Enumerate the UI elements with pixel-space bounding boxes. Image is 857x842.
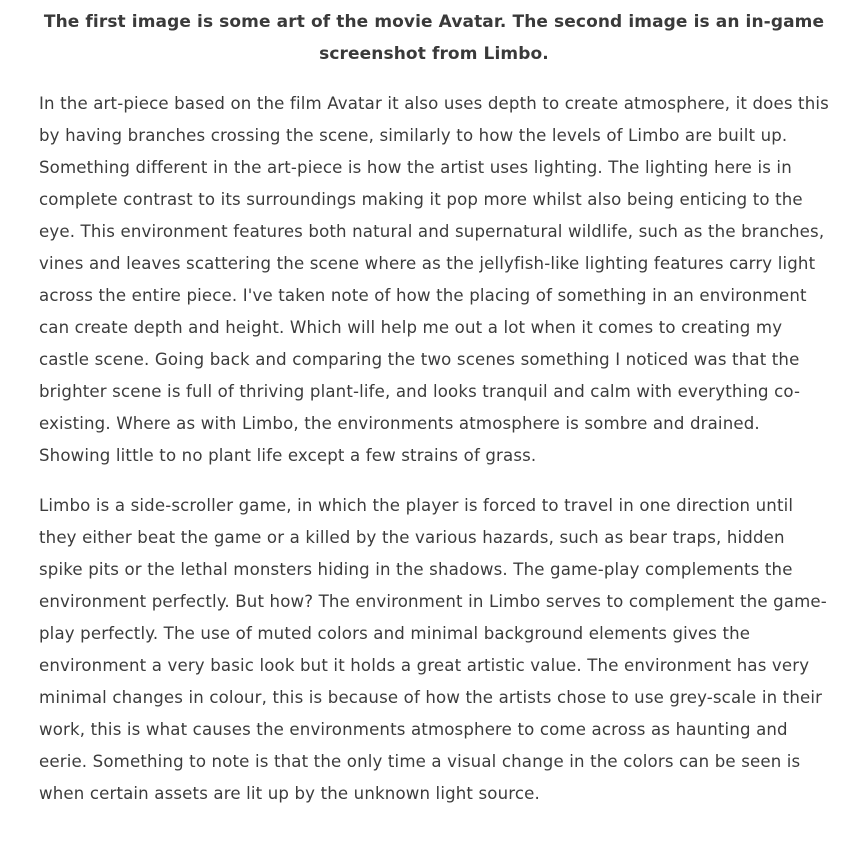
article-body bbox=[39, 6, 829, 810]
image-caption: The first image is some art of the movie Avatar. The second image is an in-game screenshot from Limbo. bbox=[43, 12, 825, 64]
paragraph-avatar-comparison: In the art-piece based on the film Avatar it also uses depth to create atmosphere, it does this by having branches crossing the scene, similarly to how the levels of Limbo are built up. Something different in the art-piece is how the artist uses lighting. The lighting here is in complete contrast to its surroundings making it pop more whilst also being enticing to the eye. This environment features both natural and supernatural wildlife, such as the branches, vines and leaves scattering the scene where as the jellyfish-like lighting features carry light across the entire piece. I've taken note of how the placing of something in an environment can create depth and height. Which will help me out a lot when it comes to creating my castle scene. Going back and comparing the two scenes something I noticed was that the brighter scene is full of thriving plant-life, and looks tranquil and calm with everything co-existing. Where as with Limbo, the environments atmosphere is sombre and drained. Showing little to no plant life except a few strains of grass. bbox=[39, 94, 829, 465]
paragraph-limbo-gameplay: Limbo is a side-scroller game, in which the player is forced to travel in one direction until they either beat the game or a killed by the various hazards, such as bear traps, hidden spike pits or the lethal monsters hiding in the shadows. The game-play complements the environment perfectly. But how? The environment in Limbo serves to complement the game-play perfectly. The use of muted colors and minimal background elements gives the environment a very basic look but it holds a great artistic value. The environment has very minimal changes in colour, this is because of how the artists chose to use grey-scale in their work, this is what causes the environments atmosphere to come across as haunting and eerie. Something to note is that the only time a visual change in the colors can be seen is when certain assets are lit up by the unknown light source. bbox=[39, 496, 827, 803]
